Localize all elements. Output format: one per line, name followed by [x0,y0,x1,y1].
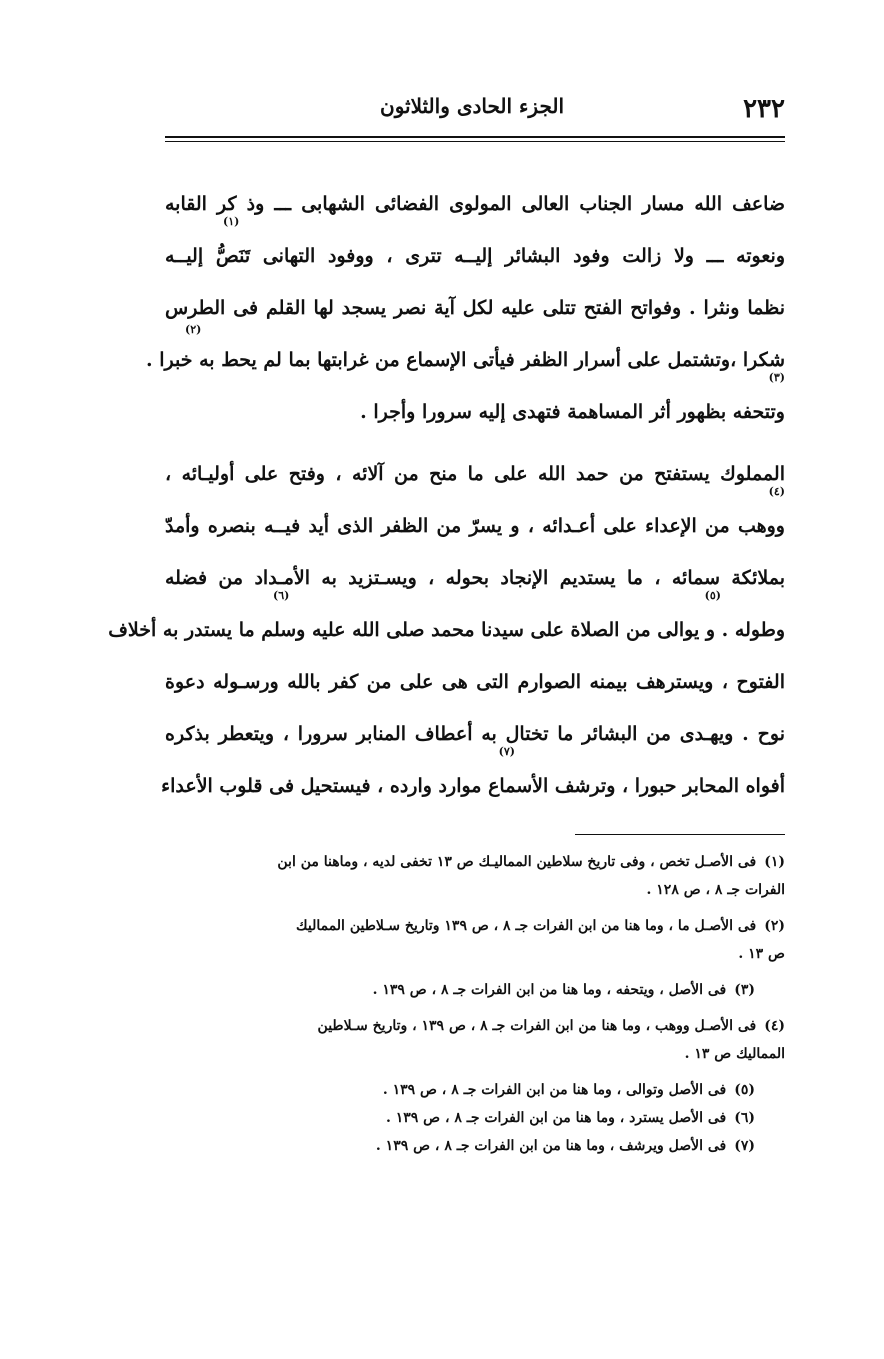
footnote-number: (٧) [734,1138,755,1154]
footnote-text: فى الأصل ، ويتحفه ، وما هنا من ابن الفرات جـ ٨ ، ص ١٣٩ . [372,982,727,998]
footnote-marker-1: (١) [223,215,240,228]
footnote-rule [575,834,785,835]
text-line [165,215,785,282]
text-line: نظما ونثرا . وفواتح الفتح تتلى عليه لكل آية نصر يسجد لها القلم فى الطرس [165,297,785,319]
footnote-text: فى الأصـل ووهب ، وما هنا من ابن الفرات جـ ٨ ، ص ١٣٩ ، وتاريخ سـلاطين [317,1018,757,1034]
footnote-text: فى الأصـل ما ، وما هنا من ابن الفرات جـ ٨ ، ص ١٣٩ وتاريخ سـلاطين المماليك [296,918,757,934]
footnote-line [165,1104,755,1132]
page-header [165,92,785,132]
page-number: ٢٣٢ [743,94,785,124]
footnote-4 [165,1012,785,1068]
footnote-marker-2: (٢) [185,323,202,336]
footnote-text: فى الأصـل تخص ، وفى تاريخ سلاطين المماليـك ص ١٣ تخفى لديه ، وماهنا من ابن [277,854,757,870]
footnote-number: (٦) [734,1110,755,1126]
text-line [108,589,785,656]
footnote-2 [165,912,785,968]
footnote-line: ص ١٣ . [738,946,785,962]
footnote-number: (٣) [734,982,755,998]
footnote-1 [165,848,785,904]
footnote-number: (١) [764,854,785,870]
text-line [146,323,785,386]
footnote-line: الفرات جـ ٨ ، ص ١٢٨ . [646,882,785,898]
line-text: ووهب من الإعداء على أعـدائه ، و يسرّ من الظفر الذى أيد فيــه بنصره وأمدّ [165,515,785,537]
footnote-number: (٤) [764,1018,785,1034]
footnote-6 [165,1104,755,1132]
footnote-line [165,848,785,876]
footnote-5 [165,1076,755,1104]
running-title: الجزء الحادى والثلاثون [380,94,565,118]
text-line: الفتوح ، ويسترهف بيمنه الصوارم التى هى على من كفر بالله ورسـوله دعوة [165,671,785,693]
line-text: وطوله . و يوالى من الصلاة على سيدنا محمد صلى الله عليه وسلم ما يستدر به أخلاف [108,619,785,641]
footnote-text: فى الأصل وتوالى ، وما هنا من ابن الفرات جـ ٨ ، ص ١٣٩ . [382,1082,727,1098]
footnote-line [165,976,755,1004]
footnote-marker-4: (٤) [768,485,785,498]
main-text [108,178,785,812]
footnote-text: فى الأصل يسترد ، وما هنا من ابن الفرات جـ ٨ ، ص ١٣٩ . [385,1110,727,1126]
footnote-line [165,1012,785,1040]
line-text: أفواه المحابر حبورا ، وترشف الأسماع موارد وارده ، فيستحيل فى قلوب الأعداء [161,775,785,797]
text-line [165,485,785,552]
footnote-line [165,1076,755,1104]
line-text: ونعوته ـــ ولا زالت وفود البشائر إليــه تترى ، ووفود التهانى تَنَصُّ إليــه [165,245,785,267]
text-line: ضاعف الله مسار الجناب العالى المولوى الفضائى الشهابى ـــ وذ كر القابه [165,193,785,215]
footnote-3 [165,976,755,1004]
text-line [165,371,785,438]
text-line: بملائكة سمائه ، ما يستديم الإنجاد بحوله ، ويسـتزيد به الأمـداد من فضله [165,567,785,589]
line-text: شكرا ،وتشتمل على أسرار الظفر فيأتى الإسماع من غرابتها بما لم يحط به خبرا . [146,349,785,371]
footnote-text: فى الأصل ويرشف ، وما هنا من ابن الفرات جـ ٨ ، ص ١٣٩ . [375,1138,727,1154]
header-rule [165,136,785,138]
footnote-line [165,1132,755,1160]
footnote-number: (٥) [734,1082,755,1098]
footnote-line [165,912,785,940]
footnote-line: المماليك ص ١٣ . [684,1046,785,1062]
line-text: وتتحفه بظهور أثر المساهمة فتهدى إليه سرورا وأجرا . [360,401,785,423]
footnote-marker-5: (٥) [704,589,721,602]
footnote-number: (٢) [764,918,785,934]
paragraph-gap [165,438,785,448]
text-line: نوح . ويهـدى من البشائر ما تختال به أعطاف المنابر سرورا ، ويتعطر بذكره [165,723,785,745]
footnotes [165,848,785,1168]
footnote-marker-7: (٧) [498,745,515,758]
text-line [161,745,785,812]
header-rule-thin [165,141,785,142]
footnote-7 [165,1132,755,1160]
footnote-marker-3: (٣) [768,371,785,384]
text-line: المملوك يستفتح من حمد الله على ما منح من آلائه ، وفتح على أوليـائه ، [165,463,785,485]
footnote-marker-6: (٦) [273,589,290,602]
